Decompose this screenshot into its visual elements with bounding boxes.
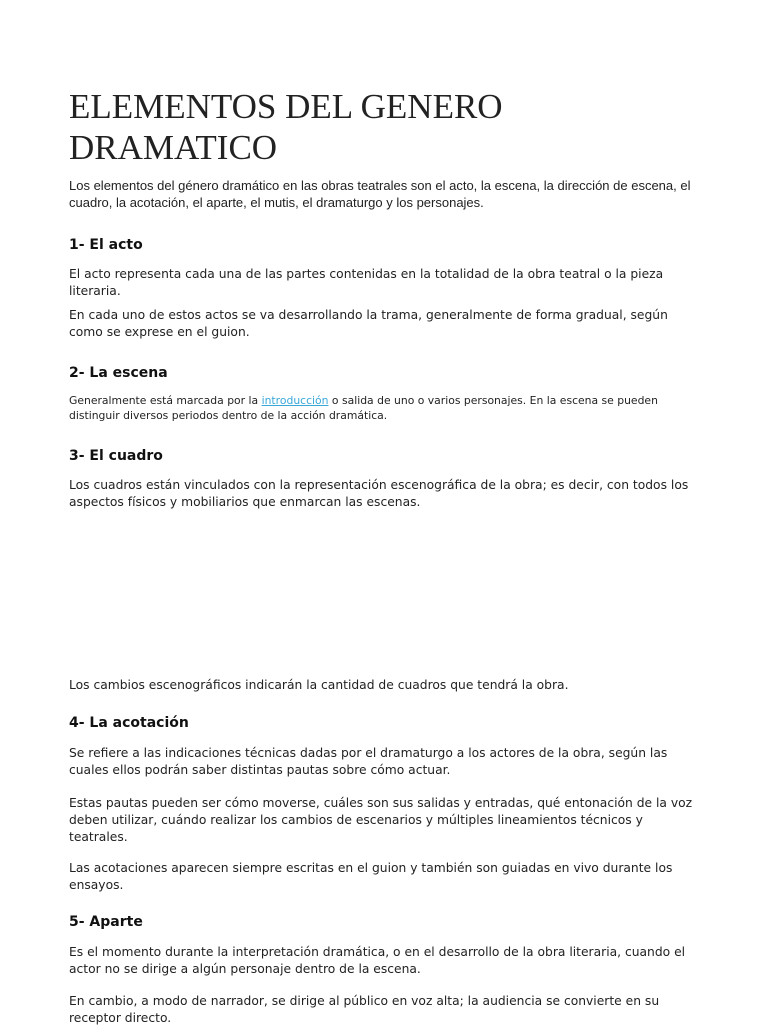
page-title: ELEMENTOS DEL GENERO DRAMATICO: [69, 87, 503, 167]
aparte-paragraph-1: Es el momento durante la interpretación dramática, o en el desarrollo de la obra literaria, cuando el actor no se dirige a algún personaje dentro de la escena.: [69, 945, 686, 976]
section-heading-aparte: 5- Aparte: [69, 914, 143, 930]
acto-paragraph-2: En cada uno de estos actos se va desarrollando la trama, generalmente de forma gradual, según como se exprese en el guion.: [69, 308, 668, 339]
section-heading-cuadro: 3- El cuadro: [69, 448, 163, 464]
escena-paragraph-1: [69, 393, 689, 423]
cuadro-paragraph-1: Los cuadros están vinculados con la representación escenográfica de la obra; es decir, con todos los aspectos físicos y mobiliarios que enmarcan las escenas.: [69, 478, 689, 509]
aparte-paragraph-2: En cambio, a modo de narrador, se dirige al público en voz alta; la audiencia se convierte en su receptor directo.: [69, 994, 660, 1025]
section-heading-acto: 1- El acto: [69, 237, 143, 253]
cuadro-paragraph-2: Los cambios escenográficos indicarán la cantidad de cuadros que tendrá la obra.: [69, 678, 569, 692]
section-heading-escena: 2- La escena: [69, 365, 168, 381]
section-heading-acotacion: 4- La acotación: [69, 715, 189, 731]
acotacion-paragraph-2: Estas pautas pueden ser cómo moverse, cuáles son sus salidas y entradas, qué entonación de la voz deben utilizar, cuándo realizar los cambios de escenarios y múltiples lineamientos técnicos y teatrales.: [69, 796, 693, 844]
introduccion-link[interactable]: introducción: [261, 394, 329, 407]
escena-text-before: Generalmente está marcada por la: [69, 394, 262, 407]
acotacion-paragraph-1: Se refiere a las indicaciones técnicas dadas por el dramaturgo a los actores de la obra, según las cuales ellos podrán saber distintas pautas sobre cómo actuar.: [69, 746, 668, 777]
intro-paragraph: Los elementos del género dramático en las obras teatrales son el acto, la escena, la dirección de escena, el cuadro, la acotación, el aparte, el mutis, el dramaturgo y los personajes.: [69, 178, 691, 210]
acto-paragraph-1: El acto representa cada una de las partes contenidas en la totalidad de la obra teatral o la pieza literaria.: [69, 267, 664, 298]
escena-text-after: o salida de uno o varios personajes. En la escena se pueden distinguir diversos periodos dentro de la acción dramática.: [69, 394, 658, 422]
acotacion-paragraph-3: Las acotaciones aparecen siempre escritas en el guion y también son guiadas en vivo durante los ensayos.: [69, 861, 673, 892]
